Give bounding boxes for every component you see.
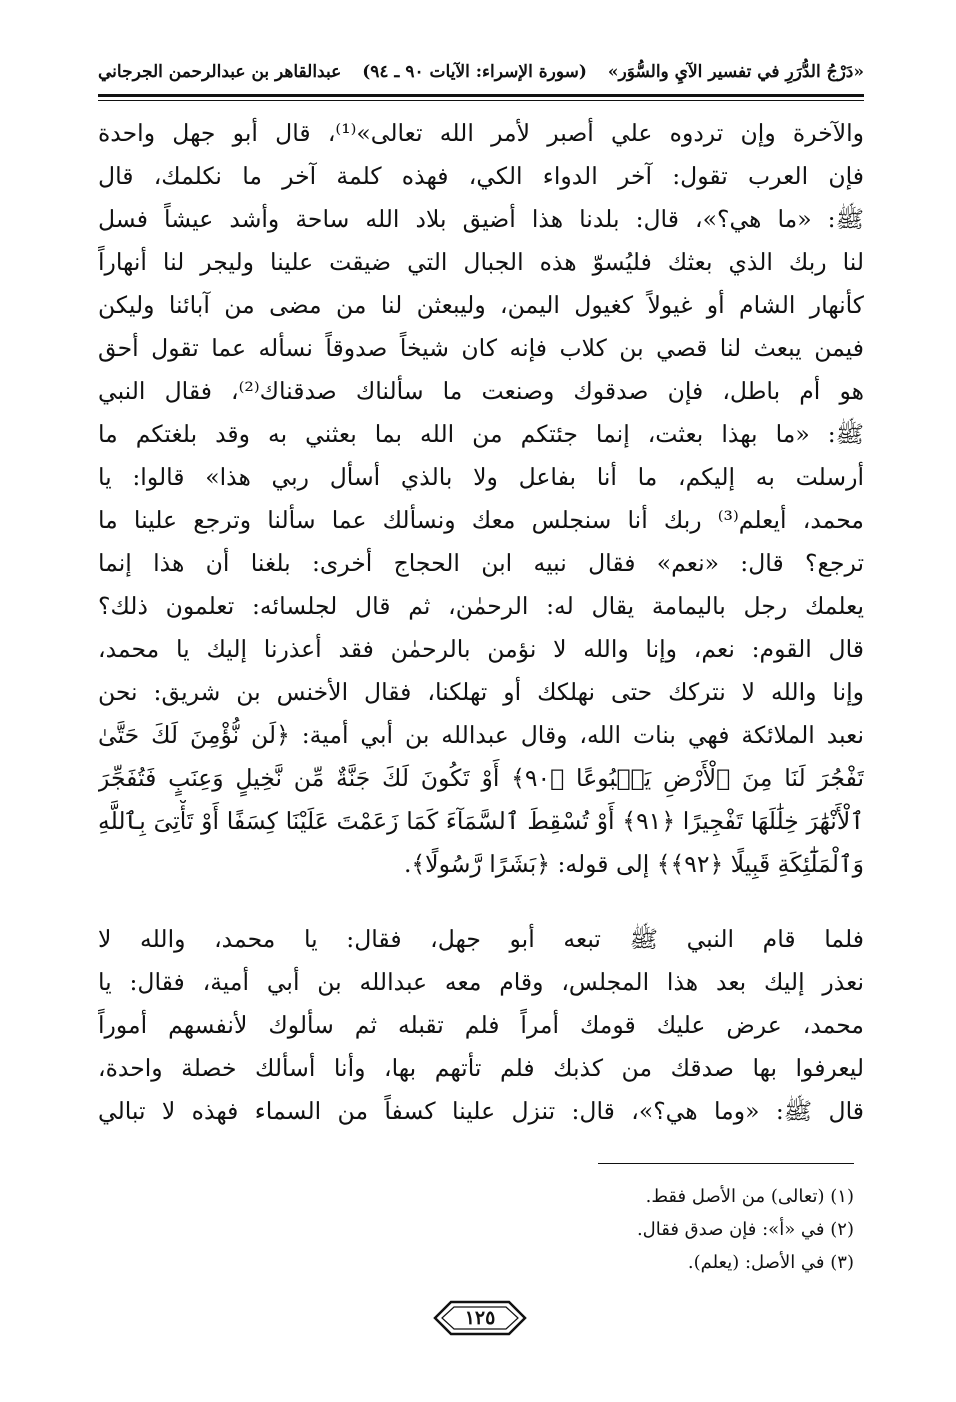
footnote: (٣) في الأصل: (يعلم). (687, 1252, 854, 1273)
text-line: ليعرفوا بها صدقك من كذبك فلم تأتهم بها، وأنا أسألك خصلة واحدة، (98, 1054, 864, 1082)
text-line: محمد، أيعلم⁽³⁾ ربك أنا سنجلس معك ونسألك عما سألنا وترجع علينا ما (98, 506, 864, 534)
page-number: ١٢٥ (464, 1307, 496, 1329)
footnote: (١) (تعالى) من الأصل فقط. (645, 1186, 854, 1207)
quran-verse-line: ٱلْأَنْهَٰرَ خِلَٰلَهَا تَفْجِيرًا ﴿٩١﴾ أَوْ تُسْقِطَ ٱلسَّمَآءَ كَمَا زَعَمْتَ عَلَيْنَا كِسَفًا أَوْ تَأْتِىَ بِٱللَّهِ (98, 807, 864, 835)
text-line: فلما قام النبي ﷺ تبعه أبو جهل، فقال: يا محمد، والله لا (98, 925, 864, 953)
text-line: كأنهار الشام أو غيولاً كغيول اليمن، وليبعثن لنا من مضى من آبائنا وليكن (98, 291, 864, 319)
text-line: ﷺ: «ما هي؟»، قال: بلدنا هذا أضيق بلاد الله ساحة وأشد عيشاً فسل (98, 205, 864, 233)
text-line: ﷺ: «ما بهذا بعثت، إنما جئتكم من الله بما بعثني به وقد بلغتكم ما (98, 420, 864, 448)
header-author: عبدالقاهر بن عبدالرحمن الجرجاني (98, 62, 342, 82)
text-line: محمد، عرض عليك قومك أمراً فلم تقبله ثم سألوك لأنفسهم أموراً (98, 1011, 864, 1039)
footnote-separator (598, 1163, 854, 1164)
text-line: هو أم باطل، فإن صدقوك وصنعت ما سألناك صدقناك⁽²⁾، فقال النبي (98, 377, 864, 405)
header-rule-thin (98, 100, 864, 101)
text-line: قال القوم: نعم، وإنا والله لا نؤمن بالرحمٰن فقد أعذرنا إليك يا محمد، (98, 635, 864, 663)
header-book-title: «دَرْجُ الدُّرَرِ في تفسير الآيِ والسُّوَر» (607, 62, 864, 82)
quran-verse-line: تَفْجُرَ لَنَا مِنَ ٱلْأَرْضِ يَنۢبُوعًا ﴿٩٠﴾ أَوْ تَكُونَ لَكَ جَنَّةٌ مِّن نَّخِيلٍ وَعِنَبٍ فَتُفَجِّرَ (98, 764, 864, 792)
text-line: لنا ربك الذي بعثك فليُسوّ هذه الجبال التي ضيقت علينا وليجر لنا أنهاراً (98, 248, 864, 276)
header-surah-info: (سورة الإسراء: الآيات ٩٠ ـ ٩٤) (362, 62, 587, 82)
quran-verse-line: وَٱلْمَلَٰٓئِكَةِ قَبِيلًا ﴿٩٢﴾﴾ إلى قوله: ﴿بَشَرًا رَّسُولًا﴾. (403, 850, 864, 878)
text-line: فيمن يبعث لنا قصي بن كلاب فإنه كان شيخاً صدوقاً نسأله عما تقول أحق (98, 334, 864, 362)
footnotes (637, 1180, 854, 1279)
running-header (98, 52, 864, 92)
text-line: نعذر إليك بعد هذا المجلس، وقام معه عبدالله بن أبي أمية، فقال: يا (98, 968, 864, 996)
text-line: والآخرة وإن تردوه علي أصبر لأمر الله تعالى»⁽¹⁾، قال أبو جهل واحدة (98, 119, 864, 147)
footnote: (٢) في «أ»: فإن صدق فقال. (636, 1219, 854, 1240)
page-number-badge (433, 1300, 527, 1336)
text-line: يعلمك رجل باليمامة يقال له: الرحمٰن، ثم قال لجلسائه: تعلمون ذلك؟ (98, 592, 864, 620)
paragraph-2 (98, 918, 864, 1133)
text-line: نعبد الملائكة فهي بنات الله، وقال عبدالله بن أبي أمية: ﴿لَن نُّؤْمِنَ لَكَ حَتَّىٰ (98, 721, 864, 749)
text-line: أرسلت به إليكم، ما أنا بفاعل ولا بالذي أسأل ربي هذا» قالوا: يا (98, 463, 864, 491)
text-line: فإن العرب تقول: آخر الدواء الكي، فهذه كلمة آخر ما نكلمك، قال (98, 162, 864, 190)
text-line: ترجع؟ قال: «نعم» فقال نبيه ابن الحجاج أخرى: بلغنا أن هذا إنما (98, 549, 864, 577)
text-line: قال ﷺ: «وما هي؟»، قال: تنزل علينا كسفاً من السماء فهذه لا تبالي (98, 1097, 864, 1125)
header-rule-thick (98, 94, 864, 97)
paragraph-1 (98, 112, 864, 886)
text-line: وإنا والله لا نتركك حتى نهلكك أو تهلكنا، فقال الأخنس بن شريق: نحن (98, 678, 864, 706)
